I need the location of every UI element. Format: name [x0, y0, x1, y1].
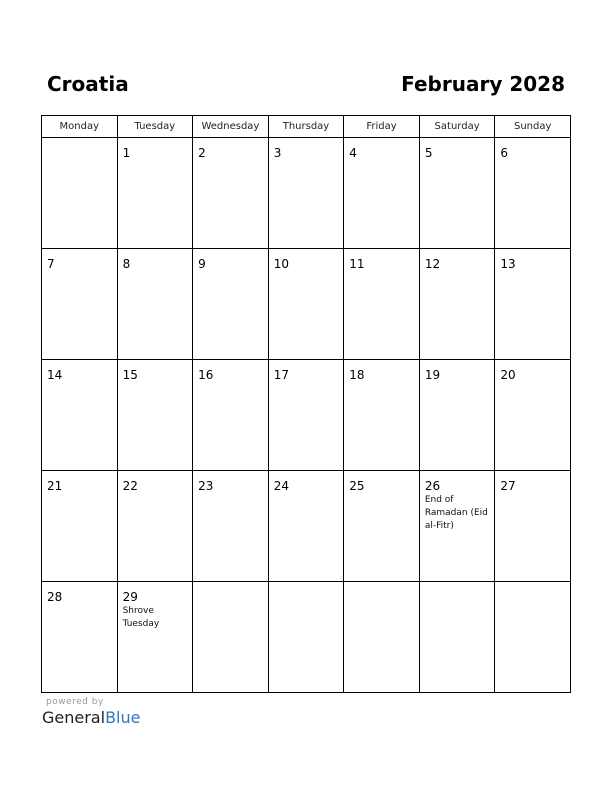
month-year-title: February 2028 — [401, 72, 565, 96]
day-cell — [268, 138, 344, 249]
day-cell — [495, 471, 571, 582]
day-cell — [193, 582, 269, 693]
week-row — [42, 471, 571, 582]
day-cell — [495, 360, 571, 471]
day-number: 21 — [47, 479, 63, 493]
holiday-label: Shrove Tuesday — [122, 606, 160, 629]
day-cell — [42, 582, 118, 693]
day-cell — [344, 360, 420, 471]
day-cell — [193, 249, 269, 360]
day-number: 6 — [500, 146, 509, 160]
day-number: 12 — [424, 257, 441, 271]
day-cell — [117, 582, 193, 693]
day-number: 4 — [349, 146, 357, 160]
day-number: 27 — [500, 479, 516, 493]
day-cell — [495, 249, 571, 360]
day-number: 15 — [122, 368, 138, 382]
day-cell — [193, 138, 269, 249]
day-number: 1 — [122, 146, 131, 160]
weekday-sunday: Sunday — [495, 116, 571, 138]
day-number: 7 — [47, 257, 55, 271]
day-number — [344, 582, 419, 590]
day-cell — [117, 360, 193, 471]
week-row — [42, 360, 571, 471]
day-cell — [268, 582, 344, 693]
day-cell — [268, 471, 344, 582]
day-number: 11 — [349, 257, 365, 271]
day-number: 26 — [424, 479, 441, 493]
day-number: 25 — [349, 479, 365, 493]
weekday-header-row — [42, 116, 571, 138]
day-number: 8 — [122, 257, 131, 271]
weekday-thursday: Thursday — [268, 116, 344, 138]
day-cell — [42, 471, 118, 582]
day-cell — [495, 138, 571, 249]
day-cell — [344, 138, 420, 249]
day-cell — [42, 138, 118, 249]
day-number: 5 — [424, 146, 433, 160]
day-cell — [117, 138, 193, 249]
day-cell — [117, 471, 193, 582]
day-number: 29 — [122, 590, 138, 604]
week-row — [42, 249, 571, 360]
weekday-wednesday: Wednesday — [193, 116, 269, 138]
day-number: 28 — [47, 590, 63, 604]
day-cell — [193, 471, 269, 582]
week-row — [42, 138, 571, 249]
day-number — [193, 582, 268, 590]
holiday-label: End of Ramadan (Eid al-Fitr) — [424, 495, 488, 531]
day-cell — [344, 582, 420, 693]
day-number: 18 — [349, 368, 365, 382]
country-title: Croatia — [47, 72, 129, 96]
day-cell — [268, 249, 344, 360]
day-number: 16 — [198, 368, 214, 382]
day-number — [420, 582, 495, 590]
day-number: 9 — [198, 257, 206, 271]
logo-blue-text: Blue — [105, 708, 141, 727]
day-number: 14 — [47, 368, 63, 382]
day-number — [495, 582, 570, 590]
day-cell — [419, 471, 495, 582]
weekday-saturday: Saturday — [419, 116, 495, 138]
day-number: 22 — [122, 479, 138, 493]
day-cell — [268, 360, 344, 471]
day-cell — [344, 249, 420, 360]
day-cell — [42, 249, 118, 360]
day-number — [42, 138, 117, 146]
day-cell — [419, 138, 495, 249]
weekday-monday: Monday — [42, 116, 118, 138]
day-cell — [419, 582, 495, 693]
day-cell — [344, 471, 420, 582]
day-number: 23 — [198, 479, 214, 493]
day-cell — [419, 249, 495, 360]
day-number: 20 — [500, 368, 516, 382]
weekday-tuesday: Tuesday — [117, 116, 193, 138]
day-number: 24 — [273, 479, 289, 493]
day-number: 13 — [500, 257, 516, 271]
day-cell — [42, 360, 118, 471]
day-number: 2 — [198, 146, 206, 160]
day-cell — [495, 582, 571, 693]
calendar-grid — [41, 115, 571, 693]
day-cell — [193, 360, 269, 471]
day-number: 17 — [273, 368, 289, 382]
day-cell — [419, 360, 495, 471]
day-cell — [117, 249, 193, 360]
weekday-friday: Friday — [344, 116, 420, 138]
day-number: 3 — [273, 146, 282, 160]
week-row — [42, 582, 571, 693]
logo-general-text: General — [42, 708, 106, 727]
generalblue-logo[interactable] — [42, 708, 140, 727]
day-number: 10 — [273, 257, 289, 271]
powered-by-text: powered by — [46, 697, 104, 707]
day-number: 19 — [424, 368, 441, 382]
day-number — [269, 582, 344, 590]
